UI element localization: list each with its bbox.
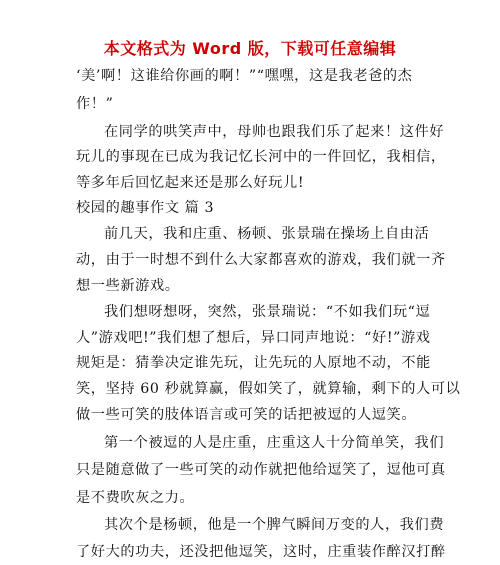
paragraph-line: ‘美’啊！这谁给你画的啊！”“嘿嘿，这是我老爸的杰 — [76, 68, 413, 84]
paragraph-line: 规矩是：猜拳决定谁先玩，让先玩的人原地不动，不能 — [76, 355, 431, 371]
paragraph-line: 等多年后回忆起来还是那么好玩儿! — [76, 175, 305, 191]
paragraph-line: 了好大的功夫，还没把他逗笑，这时，庄重装作醉汉打醉 — [76, 544, 446, 560]
paragraph-line: 其次个是杨顿，他是一个脾气瞬间万变的人，我们费 — [104, 517, 445, 533]
paragraph-line: 玩儿的事现在已成为我记忆长河中的一件回忆，我相信， — [76, 149, 446, 165]
paragraph-line: 想一些新游戏。 — [76, 278, 180, 294]
paragraph-line: 我们想呀想呀，突然，张景瑞说：“不如我们玩“逗 — [104, 304, 431, 320]
paragraph-line: 第一个被逗的人是庄重，庄重这人十分简单笑，我们 — [104, 435, 445, 451]
paragraph-line: 是不费吹灰之力。 — [76, 490, 195, 506]
paragraph-line: 笑，坚持 60 秒就算赢，假如笑了，就算输，剩下的人可以 — [76, 381, 461, 397]
paragraph-line: 只是随意做了一些可笑的动作就把他给逗笑了，逗他可真 — [76, 462, 446, 478]
section-heading: 校园的趣事作文 篇 3 — [76, 200, 215, 216]
paragraph-line: 人”游戏吧!”我们想了想后，异口同声地说：“好!”游戏 — [76, 330, 431, 346]
paragraph-line: 做一些可笑的肢体语言或可笑的话把被逗的人逗笑。 — [76, 407, 417, 423]
paragraph-line: 在同学的哄笑声中，母帅也跟我们乐了起来！这件好 — [104, 124, 445, 140]
paragraph-line: 动，由于一时想不到什么大家都喜欢的游戏，我们就一齐 — [76, 252, 446, 268]
paragraph-line: 前几天，我和庄重、杨顿、张景瑞在操场上自由活 — [104, 226, 430, 242]
paragraph-line: 作！” — [76, 96, 114, 112]
document-banner: 本文格式为 Word 版，下载可任意编辑 — [103, 39, 397, 58]
